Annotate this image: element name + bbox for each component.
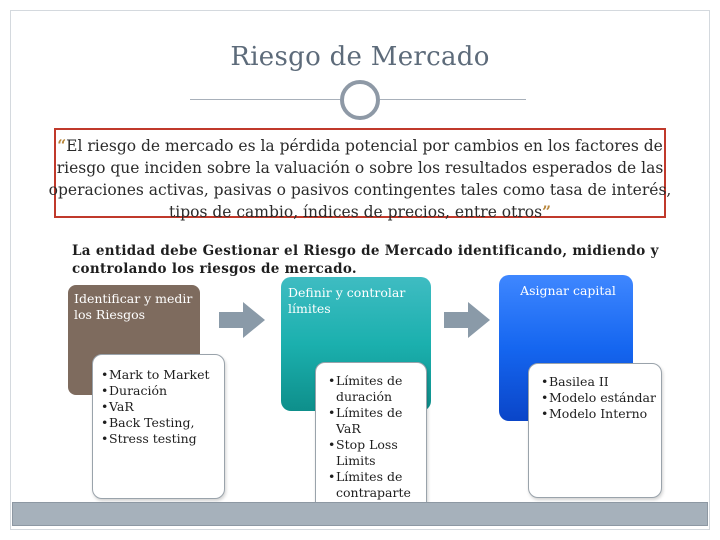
list-item: • Modelo Interno [541, 406, 657, 422]
list-item: • Stop Loss Limits [328, 437, 424, 469]
arrow-right-icon [444, 302, 490, 338]
stage-limits-label: Definir y controlar límites [288, 285, 406, 316]
list-item: • Límites de contraparte [328, 469, 424, 501]
identify-detail-box [92, 354, 225, 499]
open-quote: “ [57, 136, 67, 155]
arrow-right-icon [219, 302, 265, 338]
slide-title: Riesgo de Mercado [230, 42, 490, 72]
capital-detail-list [541, 374, 657, 422]
definition-text [40, 135, 680, 223]
list-item: • Límites de duración [328, 373, 424, 405]
list-item: • Duración [101, 383, 219, 399]
title-rule-right [380, 99, 526, 100]
list-item: • Stress testing [101, 431, 219, 447]
title-rule-left [190, 99, 340, 100]
slide-footer-bar [12, 502, 708, 526]
identify-detail-list [101, 367, 219, 447]
limits-detail-box [315, 362, 427, 512]
list-item: • Límites de VaR [328, 405, 424, 437]
list-item: • Back Testing, [101, 415, 219, 431]
limits-detail-list [328, 373, 424, 501]
list-item: • Basilea II [541, 374, 657, 390]
definition-body: El riesgo de mercado es la pérdida potencial por cambios en los factores de riesgo que inciden sobre la valuación o sobre los resultados esperados de las operaciones activas, pasivas o pasivos contingentes tales como tasa de interés, tipos de cambio, índices de precios, entre otros [48, 137, 672, 221]
capital-detail-box [528, 363, 662, 498]
list-item: • VaR [101, 399, 219, 415]
title-ring-ornament [340, 80, 380, 120]
intro-text: La entidad debe Gestionar el Riesgo de Mercado identificando, midiendo y controlando los riesgos de mercado. [72, 243, 659, 277]
close-quote: ” [542, 202, 551, 221]
list-item: • Mark to Market [101, 367, 219, 383]
stage-identify-label: Identificar y medir los Riesgos [74, 291, 193, 322]
list-item: • Modelo estándar [541, 390, 657, 406]
stage-capital-label: Asignar capital [520, 283, 616, 298]
